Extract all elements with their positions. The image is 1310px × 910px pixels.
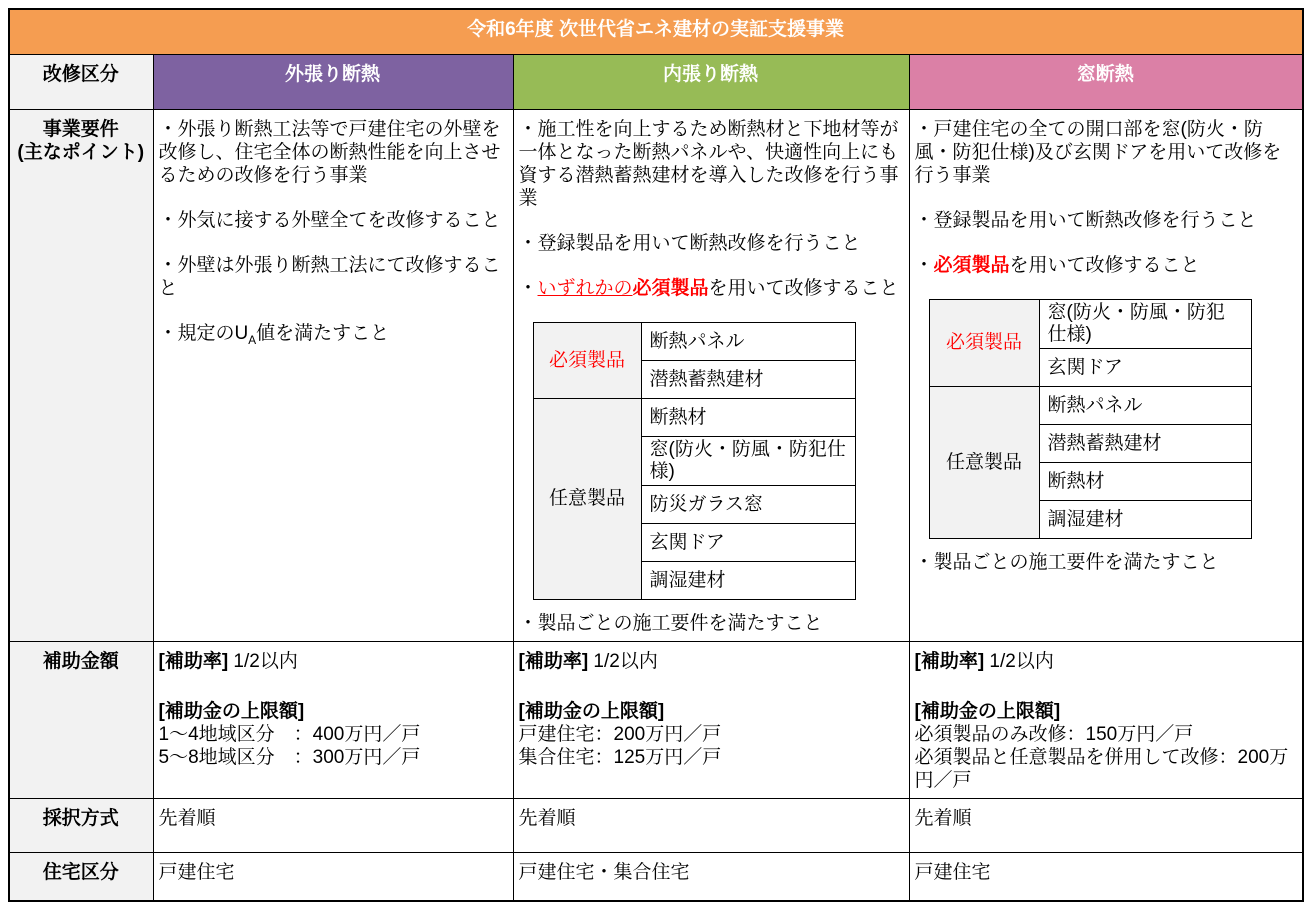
subsidy-cap-line: 1～4地域区分 ：400万円／戸 — [158, 724, 421, 745]
subsidy-cap-label: [補助金の上限額] — [518, 701, 665, 722]
title-row — [9, 9, 1303, 55]
column-header-uchibari: 内張り断熱 — [513, 55, 909, 110]
requirements-label-line2: (主なポイント) — [17, 142, 145, 163]
housing-cell-uchibari: 戸建住宅・集合住宅 — [513, 853, 909, 901]
bullet-required-products: ・いずれかの必須製品を用いて改修すること — [518, 278, 899, 299]
product-table-mado — [929, 299, 1252, 539]
requirements-label-line1: 事業要件 — [42, 119, 119, 140]
table-row — [929, 387, 1251, 425]
column-header-mado: 窓断熱 — [909, 55, 1303, 110]
bullet: ・外気に接する外壁全てを改修すること — [158, 210, 501, 231]
row-label-subsidy: 補助金額 — [9, 642, 153, 799]
selection-cell-uchibari: 先着順 — [513, 799, 909, 853]
product-cell: 断熱パネル — [1039, 387, 1251, 425]
product-cell: 窓(防火・防風・防犯仕様) — [641, 437, 855, 486]
hissu-seihin-red: 必須製品 — [632, 278, 709, 299]
subsidy-cell-sotobari — [153, 642, 513, 799]
product-cell: 潜熱蓄熱建材 — [641, 361, 855, 399]
product-cell: 断熱パネル — [641, 323, 855, 361]
requirements-cell-sotobari — [153, 110, 513, 642]
subsidy-cap-line: 戸建住宅：200万円／戸 — [518, 724, 722, 745]
table-row — [533, 399, 855, 437]
housing-type-row — [9, 853, 1303, 901]
bullet: ・製品ごとの施工要件を満たすこと — [914, 552, 1219, 573]
selection-method-row — [9, 799, 1303, 853]
row-label-requirements — [9, 110, 153, 642]
table-row — [929, 300, 1251, 349]
subsidy-rate: [補助率] 1/2以内 — [518, 651, 658, 672]
product-cell: 防災ガラス窓 — [641, 486, 855, 524]
izureka-underlined: いずれかの — [537, 278, 633, 299]
page-title: 令和6年度 次世代省エネ建材の実証支援事業 — [9, 9, 1303, 55]
bullet-ua-value: ・規定の$U_A$値を満たすこと — [158, 323, 390, 347]
selection-cell-mado: 先着順 — [909, 799, 1303, 853]
subsidy-cap-line: 必須製品と任意製品を併用して改修：200万円／戸 — [914, 747, 1289, 791]
subsidy-rate: [補助率] 1/2以内 — [158, 651, 298, 672]
subsidy-rate: [補助率] 1/2以内 — [914, 651, 1054, 672]
optional-products-header: 任意製品 — [533, 399, 641, 600]
bullet: ・製品ごとの施工要件を満たすこと — [518, 613, 823, 634]
required-products-header: 必須製品 — [929, 300, 1039, 387]
subsidy-cell-uchibari — [513, 642, 909, 799]
housing-cell-mado: 戸建住宅 — [909, 853, 1303, 901]
housing-cell-sotobari: 戸建住宅 — [153, 853, 513, 901]
subsidy-cap-label: [補助金の上限額] — [914, 701, 1061, 722]
product-cell: 調湿建材 — [641, 562, 855, 600]
product-cell: 玄関ドア — [1039, 349, 1251, 387]
product-cell: 玄関ドア — [641, 524, 855, 562]
subsidy-cap-line: 集合住宅：125万円／戸 — [518, 747, 722, 768]
subsidy-row — [9, 642, 1303, 799]
product-table-uchibari — [533, 322, 856, 600]
row-label-housing: 住宅区分 — [9, 853, 153, 901]
hissu-seihin-red: 必須製品 — [933, 255, 1010, 276]
bullet: ・外壁は外張り断熱工法にて改修すること — [158, 255, 501, 299]
ua-subscript: A — [248, 333, 257, 347]
required-products-header: 必須製品 — [533, 323, 641, 399]
bullet: ・登録製品を用いて断熱改修を行うこと — [914, 210, 1257, 231]
product-cell: 窓(防火・防風・防犯仕様) — [1039, 300, 1251, 349]
optional-products-header: 任意製品 — [929, 387, 1039, 539]
bullet: ・施工性を向上するため断熱材と下地材等が一体となった断熱パネルや、快適性向上にも資する潜熱蓄熱建材を導入した改修を行う事業 — [518, 119, 899, 209]
header-row — [9, 55, 1303, 110]
bullet: ・戸建住宅の全ての開口部を窓(防火・防風・防犯仕様)及び玄関ドアを用いて改修を行う事業 — [914, 119, 1282, 186]
product-cell: 調湿建材 — [1039, 501, 1251, 539]
bullet: ・登録製品を用いて断熱改修を行うこと — [518, 233, 861, 254]
main-table — [8, 8, 1304, 902]
row-label-category: 改修区分 — [9, 55, 153, 110]
product-cell: 断熱材 — [641, 399, 855, 437]
requirements-cell-uchibari — [513, 110, 909, 642]
bullet: ・外張り断熱工法等で戸建住宅の外壁を改修し、住宅全体の断熱性能を向上させるための改修を行う事業 — [158, 119, 501, 186]
subsidy-cell-mado — [909, 642, 1303, 799]
bullet-required-products: ・必須製品を用いて改修すること — [914, 255, 1200, 276]
selection-cell-sotobari: 先着順 — [153, 799, 513, 853]
product-cell: 潜熱蓄熱建材 — [1039, 425, 1251, 463]
subsidy-cap-label: [補助金の上限額] — [158, 701, 305, 722]
subsidy-cap-line: 5～8地域区分 ：300万円／戸 — [158, 747, 421, 768]
requirements-cell-mado — [909, 110, 1303, 642]
row-label-selection: 採択方式 — [9, 799, 153, 853]
subsidy-cap-line: 必須製品のみ改修：150万円／戸 — [914, 724, 1194, 745]
product-cell: 断熱材 — [1039, 463, 1251, 501]
table-row — [533, 323, 855, 361]
column-header-sotobari: 外張り断熱 — [153, 55, 513, 110]
requirements-row — [9, 110, 1303, 642]
